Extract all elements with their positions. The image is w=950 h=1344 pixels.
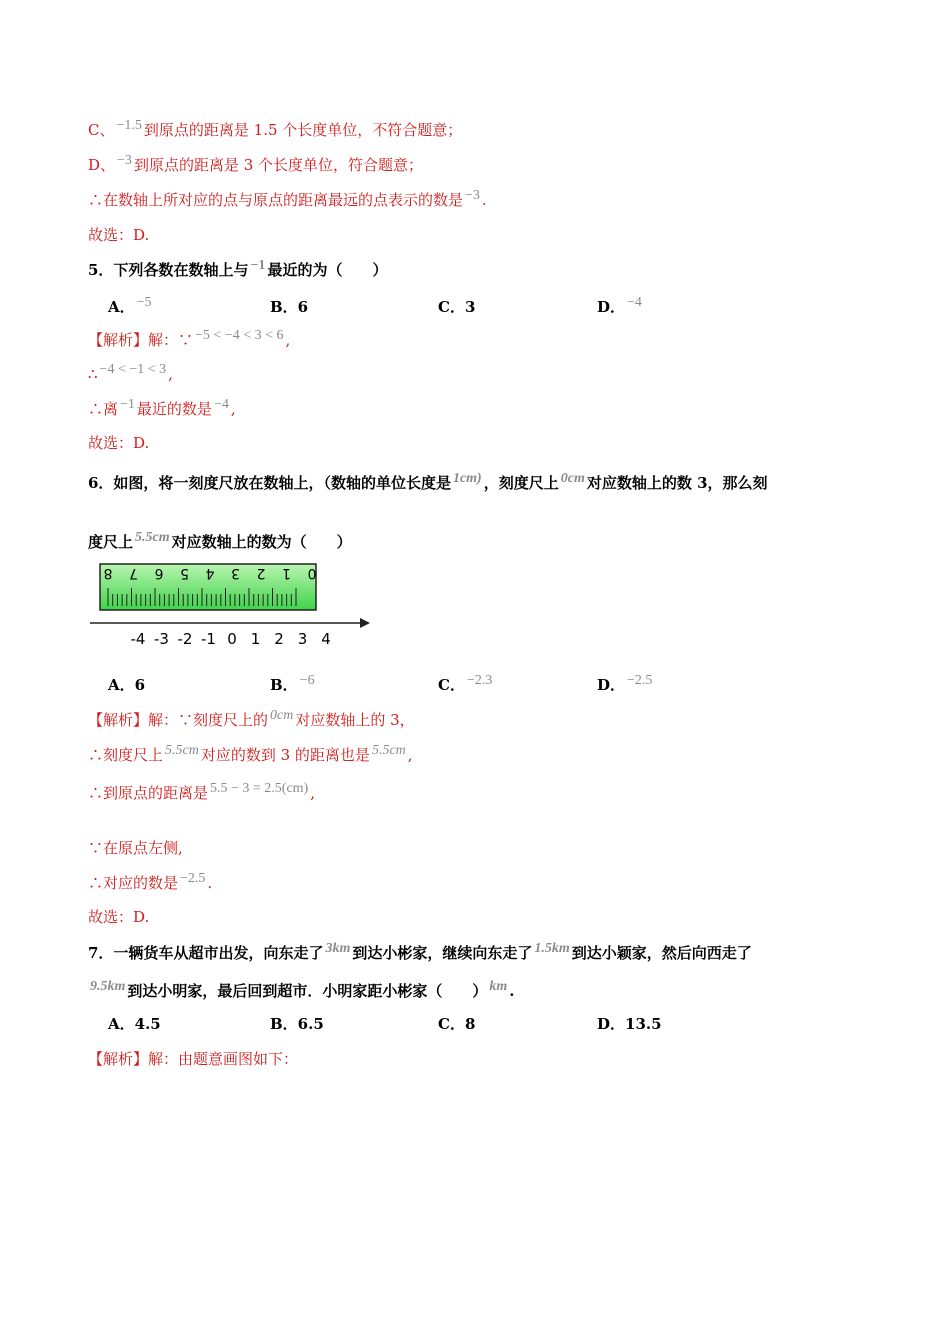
math: 1.5km — [534, 941, 570, 956]
q6-solution-5 — [88, 873, 212, 895]
question-5-stem — [88, 260, 387, 282]
q7-option-c[interactable]: C．8 — [438, 1015, 476, 1033]
answer-q4: 故选：D. — [88, 226, 150, 244]
text: C、 — [88, 121, 115, 139]
ruler-number-line-figure — [88, 560, 378, 650]
text: 最近的为（ ） — [267, 261, 388, 279]
axis-tick-label: 2 — [274, 630, 284, 648]
text: , — [168, 365, 173, 383]
math: −6 — [299, 673, 315, 688]
text: , — [230, 400, 236, 418]
q5-option-d[interactable] — [597, 297, 644, 319]
q5-option-a[interactable] — [108, 297, 154, 319]
q5-solution-2 — [88, 364, 173, 386]
math: 5.5cm — [371, 743, 406, 758]
math: −3 — [465, 188, 480, 203]
text: 5．下列各数在数轴上与 — [88, 261, 249, 279]
axis-tick-label: 0 — [227, 630, 237, 648]
q6-solution-1 — [88, 710, 415, 732]
math: 5.5cm — [165, 743, 199, 758]
math: −2.5 — [627, 673, 653, 688]
ruler-digits — [104, 565, 317, 581]
text: , — [407, 746, 413, 764]
math: −1.5 — [116, 118, 142, 133]
text: , — [285, 331, 291, 349]
q6-option-d[interactable] — [597, 675, 654, 697]
label: C． — [438, 676, 465, 694]
text: ∴刻度尺上 — [88, 746, 164, 764]
text: 度尺上 — [88, 533, 134, 551]
axis-arrow-icon — [360, 618, 370, 628]
therefore-line — [88, 190, 487, 212]
text: ∴到原点的距离是 — [88, 784, 209, 802]
q6-option-a[interactable]: A．6 — [108, 676, 146, 694]
axis-tick-label: 1 — [250, 630, 261, 648]
text: ∴在数轴上所对应的点与原点的距离最远的点表示的数是 — [88, 191, 464, 209]
math: −2.5 — [180, 871, 206, 886]
math: −4 < −1 < 3 — [99, 362, 167, 377]
text: ∴对应的数是 — [88, 874, 179, 892]
q6-solution-3 — [88, 783, 315, 805]
axis-tick-label: -4 — [130, 630, 146, 648]
question-7-stem-line2 — [88, 981, 515, 1003]
q6-solution-4: ∵在原点左侧, — [88, 839, 183, 857]
q7-option-a[interactable]: A．4.5 — [108, 1015, 161, 1033]
math: 5.5cm — [135, 530, 170, 545]
ruler-digit: 8 — [103, 565, 113, 581]
text: 【解析】解：∵ — [88, 331, 194, 349]
text: ∴ — [88, 365, 98, 383]
math: −4 — [627, 295, 642, 310]
q6-option-b[interactable] — [270, 675, 317, 697]
question-6-stem-line2 — [88, 532, 352, 554]
axis-tick-label: 4 — [321, 630, 331, 648]
math: −5 < −4 < 3 < 6 — [195, 328, 284, 343]
q7-option-b[interactable]: B．6.5 — [270, 1015, 324, 1033]
text: 对应数轴上的数 3，那么刻 — [586, 474, 768, 492]
label: B． — [270, 676, 298, 694]
text: 对应数轴上的数为（ ） — [171, 533, 352, 551]
text: . — [509, 982, 515, 1000]
ruler-digit: 1 — [282, 565, 291, 581]
text: 到达小颖家，然后向西走了 — [571, 944, 752, 962]
question-7-stem-line1 — [88, 943, 752, 965]
ruler-digit: 0 — [307, 565, 317, 581]
text: 7．一辆货车从超市出发，向东走了 — [88, 944, 324, 962]
text: 【解析】解：∵刻度尺上的 — [88, 711, 269, 729]
text: 6．如图，将一刻度尺放在数轴上，（数轴的单位长度是 — [88, 474, 451, 492]
label: D． — [597, 298, 626, 316]
ruler-digit: 7 — [129, 565, 138, 581]
label: A． — [108, 298, 135, 316]
math: −5 — [136, 295, 152, 310]
ruler-digit: 5 — [180, 565, 189, 581]
text: 对应的数到 3 的距离也是 — [200, 746, 370, 764]
text: . — [207, 874, 213, 892]
math: 9.5km — [90, 979, 126, 994]
math: 5.5 − 3 = 2.5(cm) — [210, 781, 309, 796]
q5-option-c[interactable]: C．3 — [438, 298, 476, 316]
question-6-stem-line1 — [88, 473, 768, 495]
ruler-digit: 6 — [154, 565, 164, 581]
ruler-diagram — [88, 560, 378, 650]
text: 对应数轴上的 3， — [295, 711, 415, 729]
q6-solution-2 — [88, 745, 413, 767]
text: 最近的数是 — [136, 400, 212, 418]
math: −3 — [117, 153, 132, 168]
q5-solution-3 — [88, 399, 236, 421]
option-c-analysis — [88, 120, 462, 142]
option-d-analysis — [88, 155, 423, 177]
text: 到原点的距离是 1.5 个长度单位，不符合题意； — [143, 121, 463, 139]
answer-q5: 故选：D. — [88, 434, 150, 452]
axis-tick-label: -1 — [201, 630, 216, 648]
text: . — [481, 191, 487, 209]
math: −2.3 — [466, 673, 493, 688]
math: km — [489, 979, 508, 994]
text: ∴离 — [88, 400, 119, 418]
text: 到达小彬家，继续向东走了 — [352, 944, 533, 962]
ruler-digit: 3 — [231, 565, 240, 581]
math: 1cm) — [452, 471, 482, 486]
answer-q6: 故选：D. — [88, 908, 150, 926]
axis-tick-label: -3 — [154, 630, 169, 648]
label: D． — [597, 676, 626, 694]
math: −1 — [120, 397, 135, 412]
axis-tick-label: 3 — [297, 630, 308, 648]
math: −4 — [213, 397, 229, 412]
text: D、 — [88, 156, 116, 174]
math: 0cm — [270, 708, 294, 723]
q6-option-c[interactable] — [438, 675, 494, 697]
ruler-digit: 4 — [205, 565, 215, 581]
math: 3km — [325, 941, 351, 956]
text: ，刻度尺上 — [483, 474, 559, 492]
ruler-digit: 2 — [256, 565, 266, 581]
q7-solution-1: 【解析】解：由题意画图如下： — [88, 1050, 299, 1068]
text: , — [310, 784, 316, 802]
math: −1 — [250, 258, 266, 273]
axis-labels — [131, 630, 331, 648]
text: 到达小明家，最后回到超市．小明家距小彬家（ ） — [127, 982, 488, 1000]
q7-option-d[interactable]: D．13.5 — [597, 1015, 662, 1033]
q5-option-b[interactable]: B．6 — [270, 298, 309, 316]
math: 0cm — [560, 471, 585, 486]
q5-solution-1 — [88, 330, 290, 352]
text: 到原点的距离是 3 个长度单位，符合题意； — [133, 156, 424, 174]
axis-tick-label: -2 — [177, 630, 193, 648]
